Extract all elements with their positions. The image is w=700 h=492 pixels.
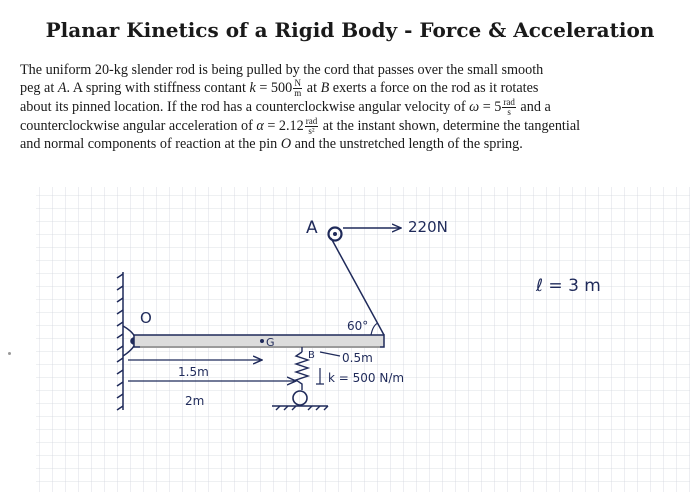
unit-fraction-rad-per-s: $\frac{\text{rad}}{s}$ xyxy=(503,97,515,117)
label-angle: 60° xyxy=(347,319,369,333)
unit-fraction-rad-per-s2: $\frac{\text{rad}}{\text{s²}}$ xyxy=(305,116,318,136)
label-b: B xyxy=(308,350,315,361)
peg-a-center-icon xyxy=(333,232,337,236)
unit-fraction-n-per-m: $\frac{N}{m}$ xyxy=(294,78,302,98)
problem-line-1: The uniform 20-kg slender rod is being pulled by the cord that passes over the small smooth xyxy=(20,62,544,78)
label-a: A xyxy=(306,218,318,238)
label-length: ℓ = 3 m xyxy=(536,276,601,296)
problem-line-3: about its pinned location. If the rod has a counterclockwise angular velocity of ω = 5 $\frac{\text{rad}}{s}$ and a xyxy=(20,97,551,117)
center-of-mass-g-icon xyxy=(260,339,264,343)
label-k: k = 500 N/m xyxy=(328,371,405,385)
page-title: Planar Kinetics of a Rigid Body - Force & Acceleration xyxy=(45,18,655,42)
label-g: G xyxy=(266,336,275,349)
problem-line-4: counterclockwise angular acceleration of α = 2.12 $\frac{\text{rad}}{\text{s²}}$ at the instant shown, determine the tangential xyxy=(20,116,581,136)
label-offset: 0.5m xyxy=(342,351,373,365)
problem-line-2: peg at A. A spring with stiffness contant k = 500 $\frac{N}{m}$ at B exerts a force on the rod as it rotates xyxy=(20,78,539,98)
label-o: O xyxy=(140,309,152,327)
label-1-5m: 1.5m xyxy=(178,365,209,379)
label-force: 220N xyxy=(408,218,448,236)
label-2m: 2m xyxy=(185,394,205,408)
slender-rod xyxy=(134,335,384,347)
problem-line-5: and normal components of reaction at the pin O and the unstretched length of the spring. xyxy=(20,136,523,152)
